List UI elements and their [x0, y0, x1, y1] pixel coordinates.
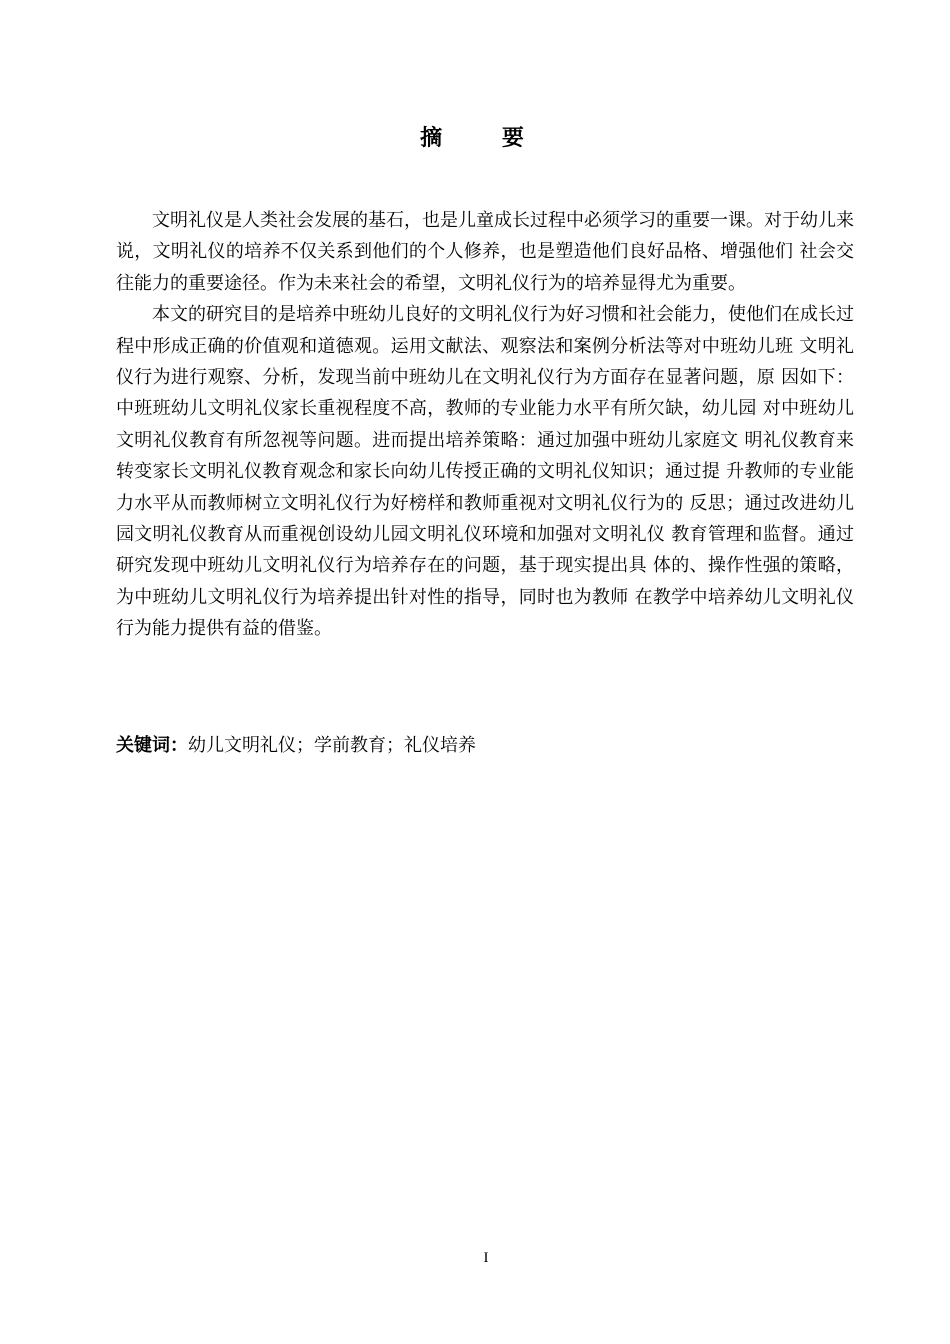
abstract-body	[116, 205, 854, 645]
keywords-line	[116, 732, 854, 760]
keywords-label: 关键词：	[116, 735, 188, 756]
abstract-title: 摘 要	[420, 126, 550, 151]
abstract-paragraph-2: 本文的研究目的是培养中班幼儿良好的文明礼仪行为好习惯和社会能力，使他们在成长过程中形成正确的价值观和道德观。运用文献法、观察法和案例分析法等对中班幼儿班 文明礼仪行为进行观察、分析，发现当前中班幼儿在文明礼仪行为方面存在显著问题，原 因如下：中班班幼儿文明礼仪家长重视程度不高，教师的专业能力水平有所欠缺，幼儿园 对中班幼儿文明礼仪教育有所忽视等问题。进而提出培养策略：通过加强中班幼儿家庭文 明礼仪教育来转变家长文明礼仪教育观念和家长向幼儿传授正确的文明礼仪知识；通过提 升教师的专业能力水平从而教师树立文明礼仪行为好榜样和教师重视对文明礼仪行为的 反思；通过改进幼儿园文明礼仪教育从而重视创设幼儿园文明礼仪环境和加强对文明礼仪 教育管理和监督。通过研究发现中班幼儿文明礼仪行为培养存在的问题，基于现实提出具 体的、操作性强的策略，为中班幼儿文明礼仪行为培养提出针对性的指导，同时也为教师 在教学中培养幼儿文明礼仪行为能力提供有益的借鉴。	[116, 304, 854, 640]
keywords-value: 幼儿文明礼仪；学前教育；礼仪培养	[188, 735, 476, 756]
abstract-paragraph-1: 文明礼仪是人类社会发展的基石，也是儿童成长过程中必须学习的重要一课。对于幼儿来说，文明礼仪的培养不仅关系到他们的个人修养，也是塑造他们良好品格、增强他们 社会交往能力的重要途径。作为未来社会的希望，文明礼仪行为的培养显得尤为重要。	[116, 210, 854, 294]
page-number: I	[483, 1250, 489, 1266]
